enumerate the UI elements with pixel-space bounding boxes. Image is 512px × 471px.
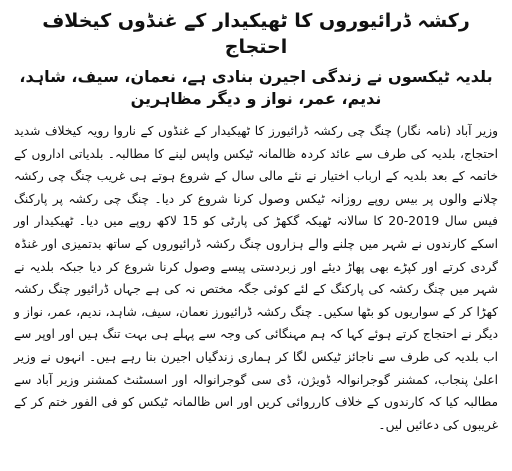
article-body: وزیر آباد (نامہ نگار) چنگ چی رکشہ ڈرائیورز کا ٹھیکیدار کے غنڈوں کے ناروا رویہ کیخلاف شدید احتجاج، بلدیہ کی طرف سے عائد کردہ ظالمانہ ٹیکس واپس لینے کا مطالبہ۔ بلدیاتی اداروں کے خاتمہ کے بعد بلدیہ کے ارباب اختیار نے نئے مالی سال کے شروع ہوتے ہی غریب چنگ چی رکشہ چلانے والوں پر بیس روپے روزانہ ٹیکس وصول کرنا شروع کر دیا۔ چنگ چی رکشہ پر پارکنگ فیس سال 2019-20 کا سالانہ ٹھیکہ گکھڑ کی پارٹی کو 15 لاکھ روپے میں دیا۔ ٹھیکیدار اور اسکے کارندوں نے شہر میں چلنے والے ہزاروں چنگ رکشہ ڈرائیوروں کے ساتھ بدتمیزی اور غنڈہ گردی کرتے اور کپڑے بھی پھاڑ دیئے اور زبردستی پیسے وصول کرنا شروع کر دیا جبکہ بلدیہ نے شہر میں چنگ رکشہ کی پارکنگ کے لئے کوئی جگہ مختص نہ کی ہے جہاں ڈرائیور چنگ رکشہ کھڑا کر کے سواریوں کو بٹھا سکیں۔ چنگ رکشہ ڈرائیورز نعمان، سیف، شاہد، ندیم، عمر، نواز و دیگر نے احتجاج کرتے ہوئے کہا کہ ہم مہنگائی کی وجہ سے پہلے ہی بہت تنگ ہیں اور اوپر سے اب بلدیہ کی طرف سے ناجائز ٹیکس لگا کر ہماری زندگیاں اجیرن بنا رہے ہیں۔ انہوں نے وزیر اعلیٰ پنجاب، کمشنر گوجرانوالہ ڈویژن، ڈی سی گوجرانوالہ اور اسسٹنٹ کمشنر وزیر آباد سے مطالبہ کیا کہ کارندوں کے خلاف کارروائی کریں اور اس ظالمانہ ٹیکس کو فی الفور ختم کر کے غریبوں کی دعائیں لیں۔	[14, 124, 498, 432]
article-subheadline: بلدیہ ٹیکسوں نے زندگی اجیرن بنادی ہے، نعمان، سیف، شاہد، ندیم، عمر، نواز و دیگر مظاہرین	[19, 67, 493, 108]
article-headline: رکشہ ڈرائیوروں کا ٹھیکیدار کے غنڈوں کیخلاف احتجاج	[42, 10, 470, 58]
